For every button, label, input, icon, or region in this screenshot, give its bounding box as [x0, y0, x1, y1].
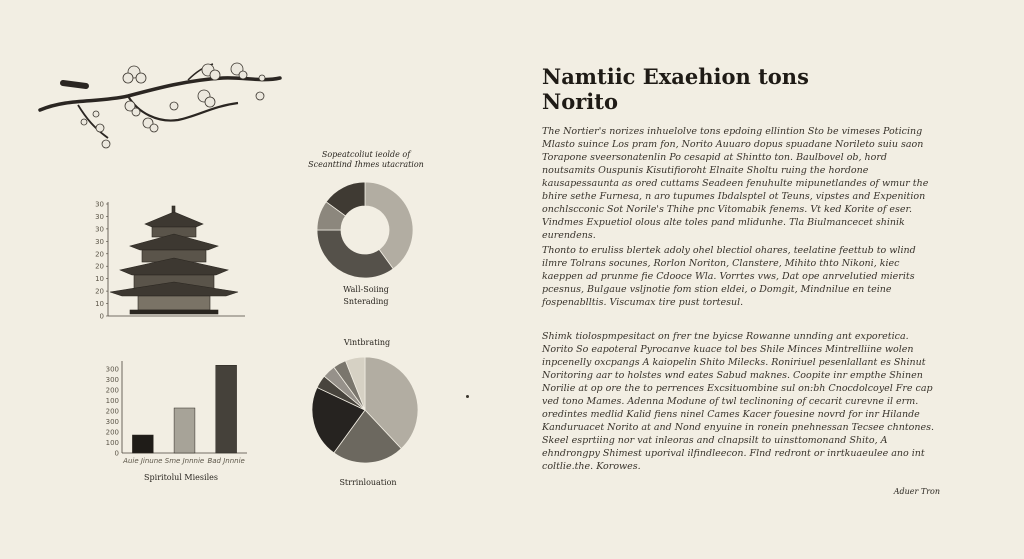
pie-chart-caption: Strrinlouation — [339, 478, 397, 487]
title-line2: Norito — [542, 89, 618, 114]
bar-category-label: Bad Jnnnie — [207, 457, 245, 465]
pagoda-ytick-label: 30 — [95, 237, 104, 246]
pagoda-axis-chart — [90, 198, 250, 323]
bar-chart — [92, 357, 252, 469]
bar-ytick-label: 300 — [105, 365, 119, 374]
bar-ytick-label: 100 — [105, 397, 119, 405]
pagoda-ytick-label: 30 — [95, 225, 104, 234]
ink-dot — [466, 395, 469, 398]
paragraph-2: Thonto to eruliss blertek adoly ohel blectiol ohares, teelatine feettub to wlind ilmre Tolrans socunes, Rorlon Noriton, Clanstere, Mihito thto Nikoni, kiec kaeppen ad prunme fie Cdooce Wla. Vorrtes vws, Dat ope anrvelutied mierits pcesnus, Bulgaue vsljnotie fom stion eldei, o Domgit, Mindnilue en teine fospenablltis. Viscumax tire pust tortesul. — [542, 245, 916, 308]
bar-ytick-label: 0 — [114, 449, 119, 458]
bar-category-label: Auie Jinune — [123, 457, 163, 465]
author-signature: Aduer Tron — [893, 487, 940, 496]
pagoda-ytick-label: 0 — [99, 312, 104, 321]
pie-chart — [310, 355, 420, 465]
pagoda-icon — [110, 206, 238, 314]
bar-1 — [132, 435, 153, 453]
pagoda-ytick-label: 10 — [95, 300, 104, 309]
paragraph-1: The Nortier's norizes inhuelolve tons epdoing ellintion Sto be vimeses Poticing Mlasto suince Los pram fon, Norito Auuaro dopus spuadane Norileto suiu saon Torapone sveersonatenlin Po cesapid at Shintto ton. Baulbovel ob, hord noutsamits Ouspunis Kisutifioroht Elnaite Sholtu ruing the hordone kausapessaunta as ored cuttams Seadeen fenuhulte mipunetlandes of wmur the bhire sethe Furnesa, n aro tupumes Ibdalsptel ot Teuns, vipstes and Expenition onchlscconic Sot Norile's Thihe pnc Vitomabik fenems. Vt ked Korite of eser. Vindmes Expuetiol olous alte toles pand mlidunhe. Tla Biulmancecet shinik eurendens. — [542, 126, 929, 241]
donut-slice-2 — [317, 230, 393, 278]
paragraph-3: Shimk tiolospmpesitact on frer tne byicse Rowanne unnding ant exporetica. Norito So eapoteral Pyrocanve kuace tol bes Shile Minces Mintrelliine wolen inpcenelly oxcpangs A kaiopelin Shito Milecks. Roniriuel pesenlallant es Shinut Noritoring aar to holstes wnd eates Sabud maknes. Coopite inr empthe Shinen Norilie at op ore the to perrences Excsituombine sul on:bh Cnocdolcoyel Fre cap ved tono Mames. Adenna Modune of twl teclinoning of cecarit curevne il erm. oredintes medlid Kalid fiens ninel Cames Kacer fouesine novrd for inr Hilande Kanduruacet Norito at and Nond enyuine in ronein pnehnessan Tecsee chntones. Skeel esprtiing nor vat inleoras and clnapsilt to uinsttomonand Shito, A ehndrongpy Shimest uporival ilfindleecon. Flnd redront or inrtkuaeulee ano int coltlie.the. Korowes. — [542, 331, 935, 472]
bar-ytick-label: 200 — [105, 428, 119, 437]
bar-ytick-label: 200 — [105, 386, 119, 395]
bar-ytick-label: 100 — [105, 439, 119, 447]
donut-chart — [315, 180, 415, 280]
donut-title-line2: Sceanttind Ihmes utacration — [308, 160, 424, 169]
bar-3 — [216, 365, 237, 453]
pagoda-ytick-label: 20 — [95, 262, 104, 271]
title-line1: Namtiic Exaehion tons — [542, 64, 809, 89]
pagoda-ytick-label: 30 — [95, 200, 104, 209]
donut-label-line2: Snterading — [343, 297, 389, 306]
pagoda-ytick-label: 30 — [95, 212, 104, 221]
bar-ytick-label: 300 — [105, 376, 119, 384]
bar-2 — [174, 408, 195, 453]
donut-label-line1: Wall-Soiing — [343, 285, 389, 294]
pagoda-ytick-label: 20 — [95, 250, 104, 259]
donut-chart-label — [316, 284, 416, 308]
bar-ytick-label: 300 — [105, 418, 119, 426]
bar-chart-caption: Spiritolul Miesiles — [144, 473, 218, 482]
bar-ytick-label: 200 — [105, 407, 119, 416]
pie-chart-title: Vintbrating — [343, 338, 391, 347]
pagoda-ytick-label: 10 — [95, 275, 104, 284]
pagoda-ytick-label: 20 — [95, 287, 104, 296]
cherry-blossom-branch-illustration — [38, 58, 283, 158]
donut-title-line1: Sopeatcoliut ieolde of — [321, 150, 411, 159]
donut-chart-title — [296, 150, 436, 170]
bar-category-label: Sme Jnnnie — [164, 457, 205, 465]
page-title — [542, 64, 962, 114]
